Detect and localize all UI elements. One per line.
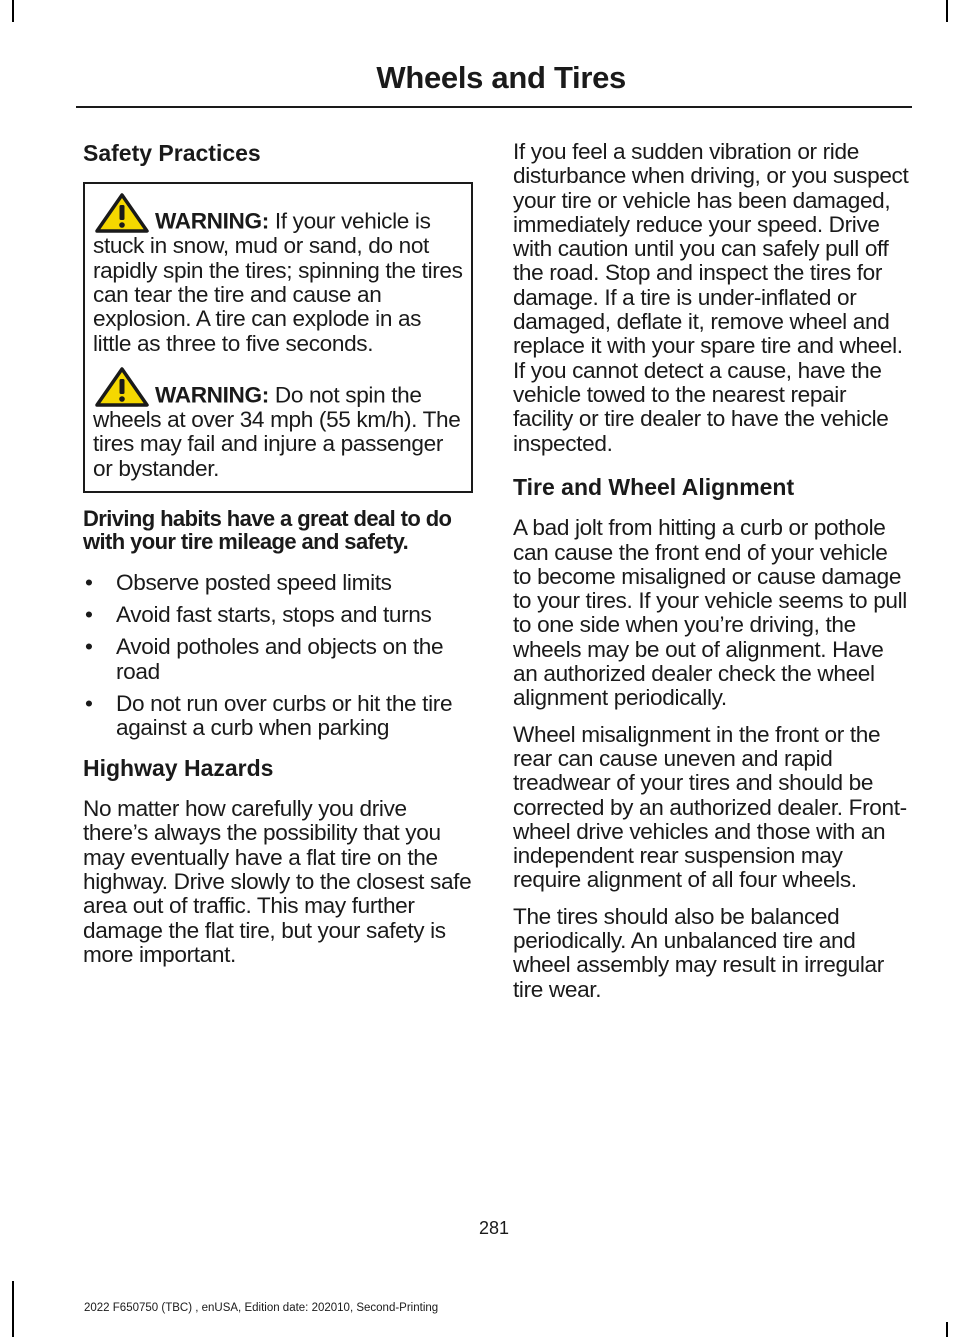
alignment-paragraph-2: Wheel misalignment in the front or the rear can cause uneven and rapid treadwear of your tires and should be corrected by an authorized dealer. Front-wheel drive vehicles and those with an independent rear suspension may require alignment of all four wheels. (513, 721, 907, 893)
list-item-text: Avoid potholes and objects on the road (116, 634, 444, 684)
highway-hazards-paragraph: No matter how carefully you drive there’s always the possibility that you may eventually have a flat tire on the highway. Drive slowly to the closest safe area out of traffic. This may further damage the flat tire, but your safety is more important. (83, 796, 472, 967)
page-title: Wheels and Tires (376, 60, 626, 95)
driving-tips-list (83, 571, 473, 741)
crop-mark-top-left (12, 0, 14, 22)
warning-triangle-icon (93, 366, 151, 408)
warning-text: If your vehicle is stuck in snow, mud or sand, do not rapidly spin the tires; spinning the tires can tear the tire and cause an explosion. A tire can explode in as little as three to five seconds. (93, 209, 463, 356)
alignment-paragraph-3: The tires should also be balanced periodically. An unbalanced tire and wheel assembly may result in irregular tire wear. (513, 903, 884, 1002)
warning-1 (93, 192, 465, 355)
bullet: • (85, 569, 93, 595)
warning-box (83, 182, 473, 492)
section-heading-safety-practices: Safety Practices (83, 140, 261, 166)
footer-edition-info: 2022 F650750 (TBC) , enUSA, Edition date: 202010, Second-Printing (84, 1302, 439, 1314)
warning-triangle-icon (93, 192, 151, 234)
bullet: • (85, 602, 93, 628)
alignment-paragraph-1: A bad jolt from hitting a curb or pothole can cause the front end of your vehicle to become misaligned or cause damage to your tires. If your vehicle seems to pull to one side when you’re driving, the wheels may be out of alignment. Have an authorized dealer check the wheel alignment periodically. (513, 515, 907, 711)
list-item-text: Observe posted speed limits (116, 569, 392, 595)
section-heading-highway-hazards: Highway Hazards (83, 754, 274, 781)
page-number: 281 (478, 1218, 510, 1238)
list-item (83, 635, 473, 684)
driving-habits-subhead: Driving habits have a great deal to do with your tire mileage and safety. (83, 505, 452, 554)
warning-text: Do not spin the wheels at over 34 mph (55 km/h). The tires may fail and injure a passenger or bystander. (93, 382, 461, 481)
warning-label: WARNING: (155, 209, 269, 235)
crop-mark-top-right (946, 0, 948, 22)
list-item-text: Avoid fast starts, stops and turns (116, 602, 432, 628)
vibration-paragraph: If you feel a sudden vibration or ride disturbance when driving, or you suspect your tire or vehicle has been damaged, immediately reduce your speed. Drive with caution until you can safely pull off the road. Stop and inspect the tires for damage. If a tire is under-inflated or damaged, deflate it, remove wheel and replace it with your spare tire and wheel. If you cannot detect a cause, have the vehicle towed to the nearest repair facility or tire dealer to have the vehicle inspected. (513, 139, 909, 456)
section-heading-alignment: Tire and Wheel Alignment (513, 473, 795, 500)
list-item (83, 603, 473, 627)
crop-mark-bottom-left (12, 1281, 14, 1337)
header-divider (76, 106, 912, 108)
list-item-text: Do not run over curbs or hit the tire against a curb when parking (116, 691, 453, 741)
list-item (83, 692, 473, 741)
bullet: • (85, 691, 93, 716)
warning-2 (93, 366, 465, 481)
list-item (83, 571, 473, 595)
crop-mark-bottom-right (946, 1322, 948, 1337)
left-column (83, 140, 473, 979)
right-column (513, 140, 909, 1014)
bullet: • (85, 634, 93, 660)
warning-label: WARNING: (155, 382, 269, 408)
